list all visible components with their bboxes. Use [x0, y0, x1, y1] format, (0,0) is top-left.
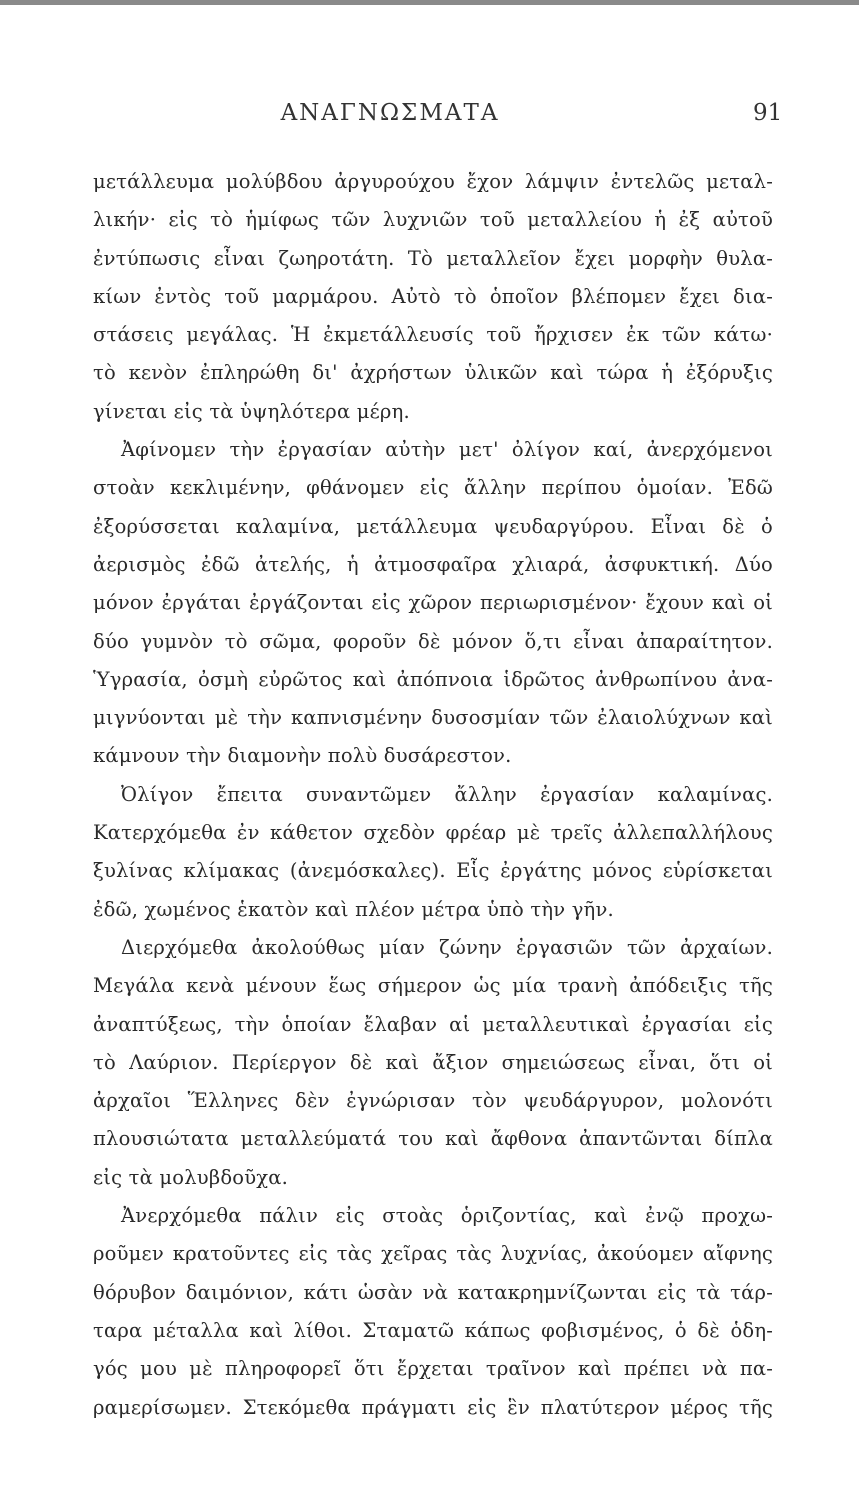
text-line: εἰς τὰ μολυβδοῦχα. — [93, 1165, 289, 1189]
text-line: στάσεις μεγάλας. Ἡ ἐκμετάλλευσίς τοῦ ἤρχισεν ἐκ τῶν κάτω· — [93, 323, 773, 347]
text-line: γίνεται εἰς τὰ ὑψηλότερα μέρη. — [93, 399, 410, 423]
text-line: στοὰν κεκλιμένην, φθάνομεν εἰς ἄλλην περίπου ὁμοίαν. Ἐδῶ — [93, 476, 773, 500]
page-header — [0, 100, 859, 140]
text-line: Κατερχόμεθα ἐν κάθετον σχεδὸν φρέαρ μὲ τρεῖς ἀλλεπαλλήλους — [93, 821, 773, 845]
text-line: ἀναπτύξεως, τὴν ὁποίαν ἔλαβαν αἱ μεταλλευτικαὶ ἐργασίαι εἰς — [93, 1012, 773, 1036]
text-line: Ἀφίνομεν τὴν ἐργασίαν αὐτὴν μετ' ὀλίγον καί, ἀνερχόμενοι — [121, 438, 773, 462]
text-line: Μεγάλα κενὰ μένουν ἕως σήμερον ὡς μία τρανὴ ἀπόδειξις τῆς — [93, 974, 773, 998]
text-line: Ὀλίγον ἔπειτα συναντῶμεν ἄλλην ἐργασίαν καλαμίνας. — [121, 782, 773, 806]
text-line: θόρυβον δαιμόνιον, κάτι ὡσὰν νὰ κατακρημνίζωνται εἰς τὰ τάρ- — [93, 1280, 773, 1304]
page-number: 91 — [753, 100, 783, 126]
text-line: ἀρχαῖοι Ἕλληνες δὲν ἐγνώρισαν τὸν ψευδάργυρον, μολονότι — [93, 1089, 773, 1113]
text-line: μιγνύονται μὲ τὴν καπνισμένην δυσοσμίαν τῶν ἐλαιολύχνων καὶ — [93, 706, 773, 730]
text-line: ἐντύπωσις εἶναι ζωηροτάτη. Τὸ μεταλλεῖον ἔχει μορφὴν θυλα- — [93, 246, 773, 270]
running-title: ΑΝΑΓΝΩΣΜΑΤΑ — [280, 100, 500, 126]
text-line: Ἀνερχόμεθα πάλιν εἰς στοὰς ὁριζοντίας, καὶ ἐνῷ προχω- — [121, 1204, 773, 1228]
text-line: ξυλίνας κλίμακας (ἀνεμόσκαλες). Εἷς ἐργάτης μόνος εὑρίσκεται — [93, 859, 773, 883]
text-line: ἐξορύσσεται καλαμίνα, μετάλλευμα ψευδαργύρου. Εἶναι δὲ ὁ — [93, 514, 773, 538]
text-line: κάμνουν τὴν διαμονὴν πολὺ δυσάρεστον. — [93, 744, 512, 768]
text-line: τὸ κενὸν ἐπληρώθη δι' ἀχρήστων ὑλικῶν καὶ τώρα ἡ ἐξόρυξις — [93, 361, 773, 385]
text-line: κίων ἐντὸς τοῦ μαρμάρου. Αὐτὸ τὸ ὁποῖον βλέπομεν ἔχει δια- — [93, 284, 773, 308]
text-line: πλουσιώτατα μεταλλεύματά του καὶ ἄφθονα ἀπαντῶνται δίπλα — [93, 1127, 773, 1151]
text-line: μόνον ἐργάται ἐργάζονται εἰς χῶρον περιωρισμένον· ἔχουν καὶ οἱ — [93, 591, 773, 615]
text-line: λικήν· εἰς τὸ ἡμίφως τῶν λυχνιῶν τοῦ μεταλλείου ἡ ἐξ αὐτοῦ — [93, 208, 773, 232]
body-text — [93, 163, 773, 1427]
text-line: μετάλλευμα μολύβδου ἀργυρούχου ἔχον λάμψιν ἐντελῶς μεταλ- — [93, 170, 773, 193]
text-line: δύο γυμνὸν τὸ σῶμα, φοροῦν δὲ μόνον ὅ,τι εἶναι ἀπαραίτητον. — [93, 629, 773, 653]
text-line: ἀερισμὸς ἐδῶ ἀτελής, ἡ ἀτμοσφαῖρα χλιαρά, ἀσφυκτική. Δύο — [93, 552, 773, 576]
top-edge-rule — [0, 0, 859, 5]
text-line: ροῦμεν κρατοῦντες εἰς τὰς χεῖρας τὰς λυχνίας, ἀκούομεν αἴφνης — [93, 1242, 773, 1266]
text-line: ραμερίσωμεν. Στεκόμεθα πράγματι εἰς ἓν πλατύτερον μέρος τῆς — [93, 1395, 773, 1419]
text-line: Διερχόμεθα ἀκολούθως μίαν ζώνην ἐργασιῶν τῶν ἀρχαίων. — [121, 935, 773, 959]
text-line: Ὑγρασία, ὀσμὴ εὐρῶτος καὶ ἀπόπνοια ἱδρῶτος ἀνθρωπίνου ἀνα- — [93, 667, 773, 691]
text-line: ἐδῶ, χωμένος ἑκατὸν καὶ πλέον μέτρα ὑπὸ τὴν γῆν. — [93, 897, 614, 921]
text-line: γός μου μὲ πληροφορεῖ ὅτι ἔρχεται τραῖνον καὶ πρέπει νὰ πα- — [93, 1357, 773, 1381]
text-line: ταρα μέταλλα καὶ λίθοι. Σταματῶ κάπως φοβισμένος, ὁ δὲ ὁδη- — [93, 1318, 773, 1342]
text-line: τὸ Λαύριον. Περίεργον δὲ καὶ ἄξιον σημειώσεως εἶναι, ὅτι οἱ — [93, 1050, 773, 1074]
